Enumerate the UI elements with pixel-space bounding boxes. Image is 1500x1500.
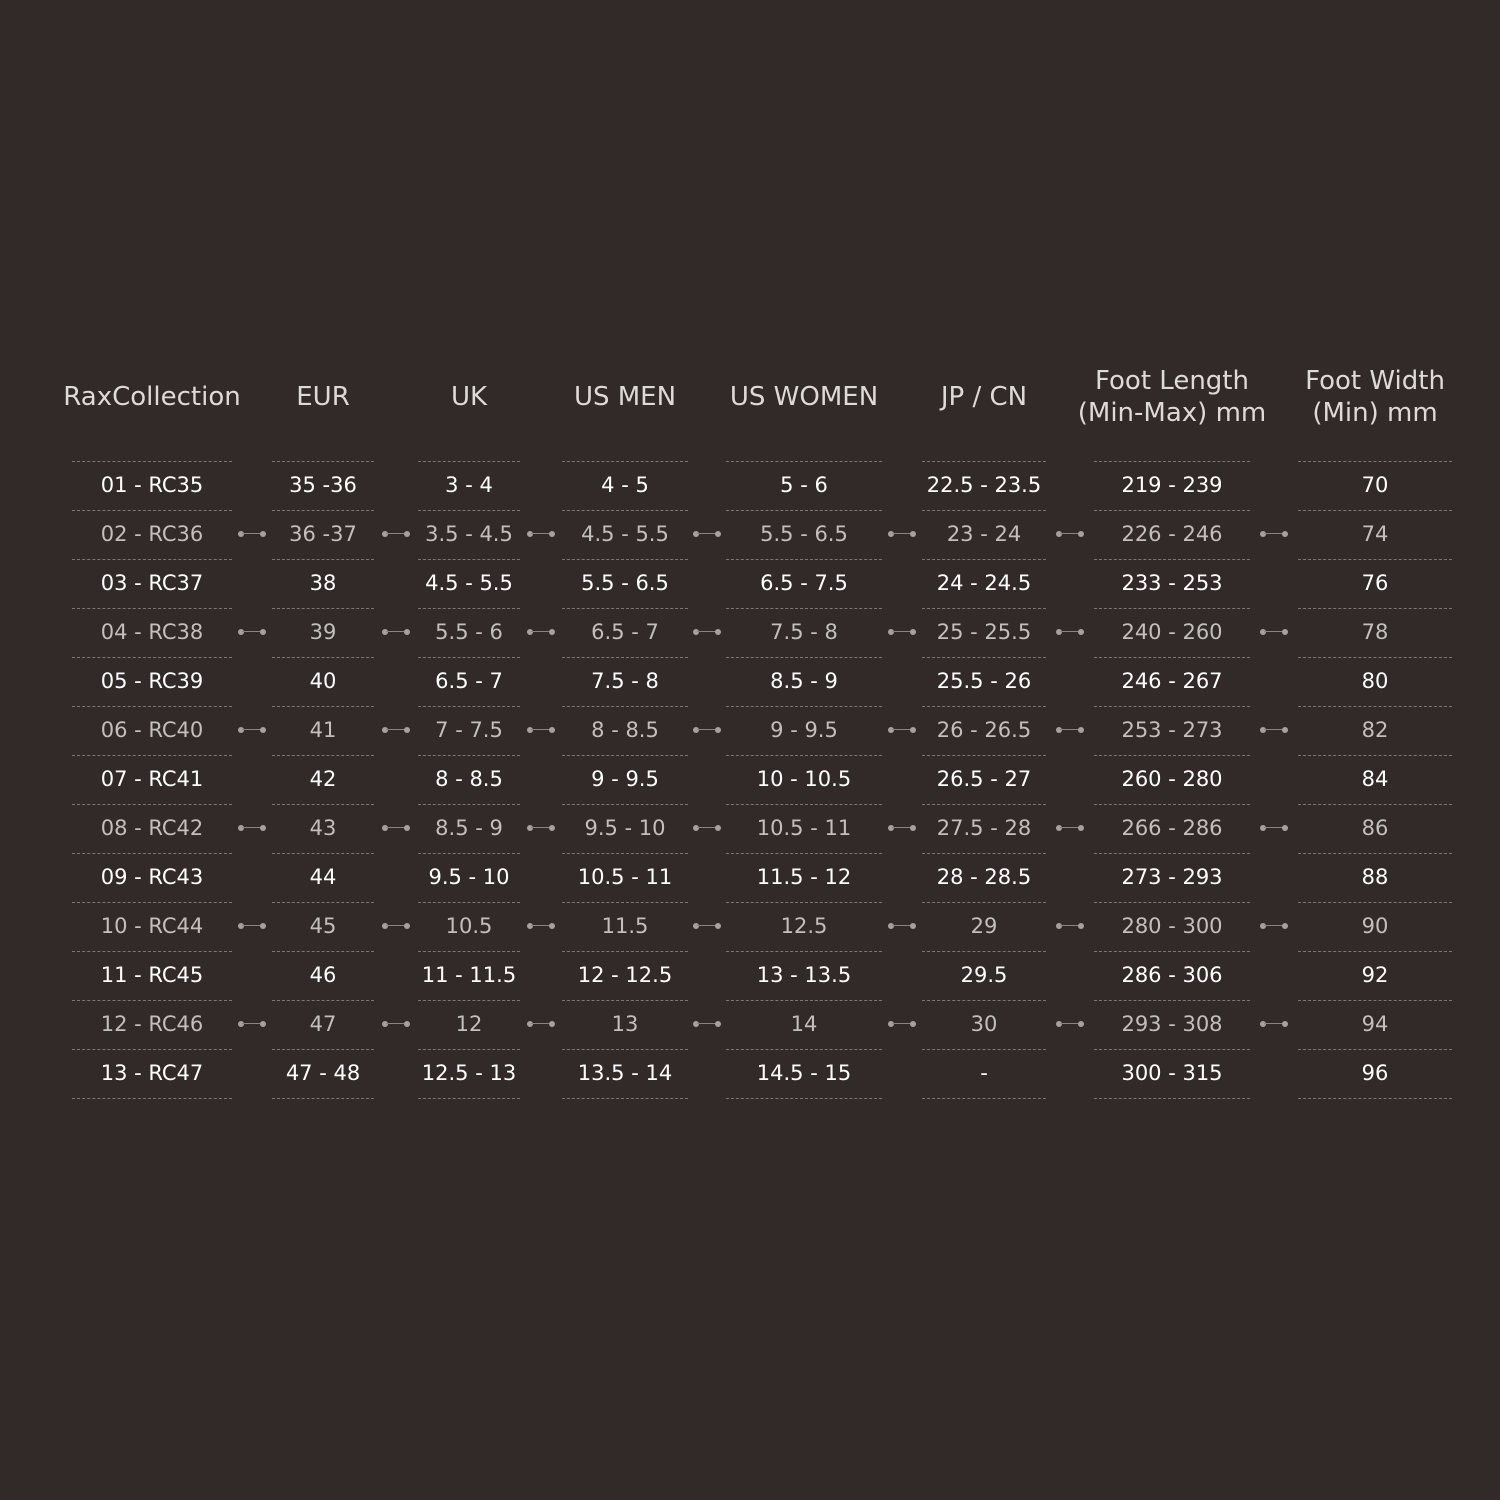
header-uk-line: UK (450, 382, 488, 412)
cell-us-men: 13 (611, 1012, 639, 1036)
cell-foot-length: 219 - 239 (1121, 473, 1223, 497)
header-eur-line: EUR (296, 382, 350, 412)
cell-eur: 42 (309, 767, 337, 791)
cell-foot-length: 253 - 273 (1121, 718, 1223, 742)
cell-jp-cn: 22.5 - 23.5 (926, 473, 1042, 497)
cell-us-men: 7.5 - 8 (591, 669, 659, 693)
row-connector-icon (1056, 824, 1084, 832)
cell-foot-length: 293 - 308 (1121, 1012, 1223, 1036)
cell-model: 02 - RC36 (100, 522, 204, 546)
cell-us-women: 13 - 13.5 (756, 963, 852, 987)
cell-us-men: 10.5 - 11 (577, 865, 673, 889)
cell-model: 07 - RC41 (100, 767, 204, 791)
cell-foot-length: 300 - 315 (1121, 1061, 1223, 1085)
row-connector-icon (527, 824, 555, 832)
cell-eur: 38 (309, 571, 337, 595)
cell-us-women: 5 - 6 (780, 473, 828, 497)
cell-foot-width: 96 (1361, 1061, 1389, 1085)
row-separator (272, 1098, 374, 1099)
cell-us-men: 9.5 - 10 (584, 816, 666, 840)
header-eur (252, 362, 394, 432)
cell-foot-length: 240 - 260 (1121, 620, 1223, 644)
row-connector-icon (1056, 628, 1084, 636)
cell-us-men: 13.5 - 14 (577, 1061, 673, 1085)
row-connector-icon (238, 824, 266, 832)
header-jp-cn (902, 362, 1066, 432)
cell-jp-cn: 28 - 28.5 (936, 865, 1032, 889)
row-connector-icon (382, 824, 410, 832)
cell-us-men: 12 - 12.5 (577, 963, 673, 987)
cell-uk: 3.5 - 4.5 (425, 522, 513, 546)
cell-eur: 36 -37 (289, 522, 357, 546)
row-connector-icon (888, 1020, 916, 1028)
cell-foot-width: 78 (1361, 620, 1389, 644)
row-separator (1094, 1098, 1250, 1099)
row-connector-icon (1260, 922, 1288, 930)
header-us-women (706, 362, 902, 432)
row-separator (562, 1098, 688, 1099)
row-connector-icon (382, 628, 410, 636)
row-connector-icon (888, 824, 916, 832)
row-connector-icon (888, 530, 916, 538)
cell-uk: 7 - 7.5 (435, 718, 503, 742)
cell-model: 09 - RC43 (100, 865, 204, 889)
row-separator (726, 1098, 882, 1099)
cell-foot-width: 92 (1361, 963, 1389, 987)
cell-us-women: 12.5 (780, 914, 828, 938)
cell-us-women: 5.5 - 6.5 (760, 522, 848, 546)
row-separator (418, 1098, 520, 1099)
row-connector-icon (888, 726, 916, 734)
cell-jp-cn: 27.5 - 28 (936, 816, 1032, 840)
cell-uk: 3 - 4 (445, 473, 493, 497)
cell-jp-cn: 26.5 - 27 (936, 767, 1032, 791)
row-connector-icon (238, 726, 266, 734)
cell-jp-cn: 24 - 24.5 (936, 571, 1032, 595)
row-connector-icon (693, 824, 721, 832)
row-connector-icon (1056, 922, 1084, 930)
cell-foot-width: 80 (1361, 669, 1389, 693)
row-connector-icon (693, 1020, 721, 1028)
row-connector-icon (1260, 530, 1288, 538)
header-us-women-line: US WOMEN (729, 382, 879, 412)
cell-foot-length: 233 - 253 (1121, 571, 1223, 595)
header-model (52, 362, 252, 432)
cell-foot-width: 82 (1361, 718, 1389, 742)
cell-us-men: 8 - 8.5 (591, 718, 659, 742)
header-foot-length (1074, 362, 1270, 432)
cell-jp-cn: 23 - 24 (946, 522, 1022, 546)
cell-uk: 9.5 - 10 (428, 865, 510, 889)
cell-uk: 8 - 8.5 (435, 767, 503, 791)
cell-foot-width: 70 (1361, 473, 1389, 497)
cell-foot-width: 76 (1361, 571, 1389, 595)
row-connector-icon (888, 628, 916, 636)
cell-us-men: 6.5 - 7 (591, 620, 659, 644)
row-connector-icon (238, 628, 266, 636)
row-connector-icon (1056, 726, 1084, 734)
cell-model: 10 - RC44 (100, 914, 204, 938)
cell-foot-length: 280 - 300 (1121, 914, 1223, 938)
header-us-men (542, 362, 708, 432)
row-connector-icon (527, 1020, 555, 1028)
cell-foot-length: 260 - 280 (1121, 767, 1223, 791)
row-connector-icon (1260, 824, 1288, 832)
header-foot-width (1278, 362, 1472, 432)
cell-eur: 35 -36 (289, 473, 357, 497)
cell-jp-cn: 25.5 - 26 (936, 669, 1032, 693)
cell-model: 03 - RC37 (100, 571, 204, 595)
cell-us-women: 6.5 - 7.5 (760, 571, 848, 595)
cell-eur: 46 (309, 963, 337, 987)
cell-eur: 43 (309, 816, 337, 840)
cell-jp-cn: 29.5 (960, 963, 1008, 987)
cell-foot-length: 246 - 267 (1121, 669, 1223, 693)
cell-foot-width: 94 (1361, 1012, 1389, 1036)
header-foot-width-line: (Min) mm (1312, 398, 1438, 428)
cell-model: 06 - RC40 (100, 718, 204, 742)
cell-foot-length: 286 - 306 (1121, 963, 1223, 987)
row-connector-icon (1260, 726, 1288, 734)
cell-foot-width: 74 (1361, 522, 1389, 546)
row-connector-icon (1056, 1020, 1084, 1028)
cell-uk: 12 (455, 1012, 483, 1036)
cell-model: 08 - RC42 (100, 816, 204, 840)
row-separator (922, 1098, 1046, 1099)
cell-jp-cn: - (980, 1061, 988, 1085)
row-connector-icon (527, 628, 555, 636)
row-connector-icon (693, 726, 721, 734)
header-foot-length-line: Foot Length (1095, 366, 1249, 396)
cell-us-women: 10.5 - 11 (756, 816, 852, 840)
cell-model: 04 - RC38 (100, 620, 204, 644)
cell-jp-cn: 25 - 25.5 (936, 620, 1032, 644)
row-connector-icon (382, 530, 410, 538)
cell-model: 12 - RC46 (100, 1012, 204, 1036)
header-foot-width-line: Foot Width (1305, 366, 1445, 396)
cell-eur: 41 (309, 718, 337, 742)
cell-uk: 4.5 - 5.5 (425, 571, 513, 595)
row-connector-icon (1260, 1020, 1288, 1028)
cell-jp-cn: 29 (970, 914, 998, 938)
cell-model: 01 - RC35 (100, 473, 204, 497)
row-connector-icon (382, 922, 410, 930)
cell-jp-cn: 30 (970, 1012, 998, 1036)
header-foot-length-line: (Min-Max) mm (1077, 398, 1267, 428)
cell-us-women: 10 - 10.5 (756, 767, 852, 791)
cell-us-women: 14.5 - 15 (756, 1061, 852, 1085)
row-separator (72, 1098, 232, 1099)
row-separator (1298, 1098, 1452, 1099)
row-connector-icon (1056, 530, 1084, 538)
cell-uk: 8.5 - 9 (435, 816, 503, 840)
cell-us-men: 4 - 5 (601, 473, 649, 497)
cell-eur: 39 (309, 620, 337, 644)
cell-jp-cn: 26 - 26.5 (936, 718, 1032, 742)
cell-model: 13 - RC47 (100, 1061, 204, 1085)
row-connector-icon (382, 726, 410, 734)
cell-us-women: 9 - 9.5 (770, 718, 838, 742)
cell-uk: 5.5 - 6 (435, 620, 503, 644)
header-model-line: RaxCollection (63, 382, 241, 412)
row-connector-icon (382, 1020, 410, 1028)
cell-model: 11 - RC45 (100, 963, 204, 987)
cell-foot-width: 86 (1361, 816, 1389, 840)
header-us-men-line: US MEN (573, 382, 677, 412)
header-uk (398, 362, 540, 432)
row-connector-icon (238, 1020, 266, 1028)
row-connector-icon (527, 530, 555, 538)
cell-foot-width: 84 (1361, 767, 1389, 791)
row-connector-icon (238, 530, 266, 538)
cell-us-men: 9 - 9.5 (591, 767, 659, 791)
row-connector-icon (527, 922, 555, 930)
cell-uk: 12.5 - 13 (421, 1061, 517, 1085)
cell-us-women: 14 (790, 1012, 818, 1036)
row-connector-icon (693, 922, 721, 930)
cell-foot-width: 88 (1361, 865, 1389, 889)
cell-uk: 10.5 (445, 914, 493, 938)
row-connector-icon (888, 922, 916, 930)
header-jp-cn-line: JP / CN (940, 382, 1028, 412)
cell-eur: 45 (309, 914, 337, 938)
cell-us-women: 7.5 - 8 (770, 620, 838, 644)
cell-foot-length: 266 - 286 (1121, 816, 1223, 840)
cell-eur: 40 (309, 669, 337, 693)
cell-uk: 11 - 11.5 (421, 963, 517, 987)
cell-us-women: 11.5 - 12 (756, 865, 852, 889)
row-connector-icon (693, 530, 721, 538)
row-connector-icon (527, 726, 555, 734)
cell-uk: 6.5 - 7 (435, 669, 503, 693)
cell-us-men: 4.5 - 5.5 (581, 522, 669, 546)
row-connector-icon (1260, 628, 1288, 636)
cell-eur: 47 - 48 (285, 1061, 361, 1085)
cell-us-women: 8.5 - 9 (770, 669, 838, 693)
cell-us-men: 11.5 (601, 914, 649, 938)
row-connector-icon (693, 628, 721, 636)
cell-us-men: 5.5 - 6.5 (581, 571, 669, 595)
cell-foot-length: 226 - 246 (1121, 522, 1223, 546)
cell-eur: 44 (309, 865, 337, 889)
cell-foot-length: 273 - 293 (1121, 865, 1223, 889)
cell-eur: 47 (309, 1012, 337, 1036)
cell-model: 05 - RC39 (100, 669, 204, 693)
row-connector-icon (238, 922, 266, 930)
cell-foot-width: 90 (1361, 914, 1389, 938)
